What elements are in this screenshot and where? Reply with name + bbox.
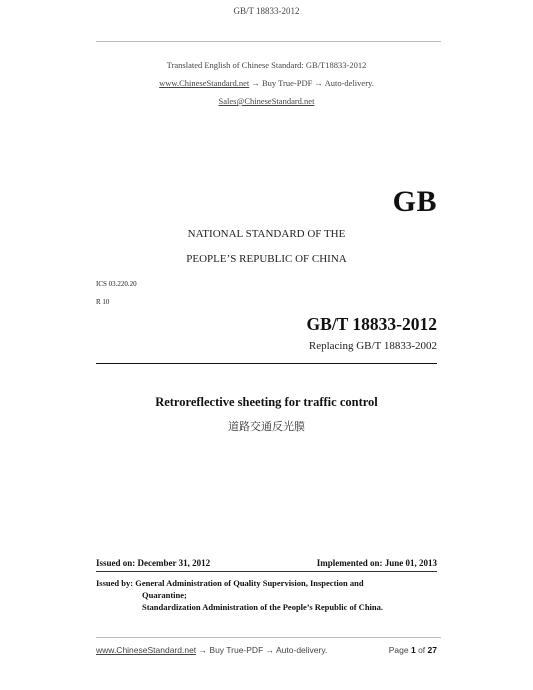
- purchase-line: [0, 78, 533, 88]
- page-label: Page: [388, 645, 409, 655]
- issued-date: Issued on: December 31, 2012: [96, 558, 211, 568]
- implemented-date: Implemented on: June 01, 2013: [316, 558, 437, 568]
- issued-by-block: [96, 577, 383, 613]
- page-total: 27: [427, 645, 437, 655]
- gb-mark: GB: [392, 185, 437, 218]
- ccs-code: R 10: [96, 298, 110, 306]
- issued-by-line1: General Administration of Quality Supervision, Inspection and: [135, 578, 364, 588]
- header-divider: [96, 41, 441, 42]
- page-current: 1: [410, 645, 416, 655]
- title-divider: [96, 363, 437, 364]
- standard-number: GB/T 18833-2012: [306, 314, 437, 334]
- sales-email-link[interactable]: Sales@ChineseStandard.net: [218, 96, 315, 106]
- ics-code: ICS 03.220.20: [96, 280, 137, 288]
- page-indicator: [389, 645, 437, 655]
- site-link[interactable]: www.ChineseStandard.net: [159, 78, 250, 88]
- document-title: Retroreflective sheeting for traffic control: [155, 395, 378, 409]
- footer-divider: [96, 637, 441, 638]
- sales-line: [0, 96, 533, 106]
- running-header: GB/T 18833-2012: [233, 6, 300, 16]
- buy-text: → Buy True-PDF → Auto-delivery.: [251, 78, 374, 88]
- document-title-chinese: 道路交通反光膜: [228, 420, 305, 433]
- issued-by-line3: Standardization Administration of the People’s Republic of China.: [142, 602, 384, 612]
- footer-buy-text: → Buy True-PDF → Auto-delivery.: [198, 645, 328, 655]
- translation-note: Translated English of Chinese Standard: GB/T18833-2012: [166, 60, 367, 70]
- issued-by-line2: Quarantine;: [142, 590, 187, 600]
- national-standard-line1: NATIONAL STANDARD OF THE: [187, 228, 346, 240]
- footer-purchase-line: [96, 645, 327, 655]
- issued-by-label: Issued by:: [96, 578, 134, 588]
- page-of: of: [418, 645, 426, 655]
- footer-site-link[interactable]: www.ChineseStandard.net: [96, 645, 197, 655]
- replacing-note: Replacing GB/T 18833-2002: [308, 340, 437, 352]
- dates-divider: [96, 571, 437, 572]
- national-standard-line2: PEOPLE’S REPUBLIC OF CHINA: [186, 253, 347, 265]
